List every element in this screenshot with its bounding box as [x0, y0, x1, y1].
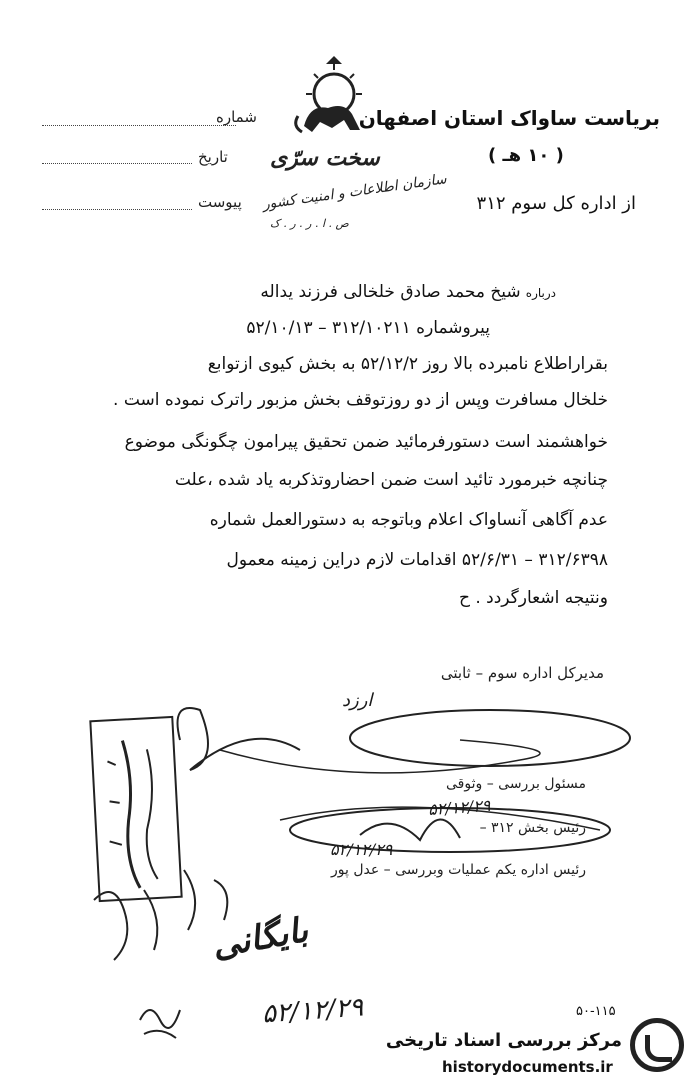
body-line-4: چنانچه خبرمورد تائید است ضمن احضاروتذکربه یاد شده ،علت [174, 470, 608, 490]
body-line-7: ونتیجه اشعارگردد . ح [458, 588, 608, 608]
archive-logo-icon [630, 1018, 684, 1072]
organization-sub: ص . ا . ر . ر . ک [270, 217, 349, 230]
sender-office: از اداره کل سوم ۳۱۲ [476, 193, 636, 214]
page-code: ۵۰-۱۱۵ [576, 1004, 616, 1019]
ops-head-signature-line: رئیس اداره یکم عملیات وبررسی – عدل پور [331, 862, 586, 878]
initials-scribble [130, 990, 190, 1050]
signature-scribbles [160, 680, 640, 870]
reviewer-date: ۵۲/۱۲/۲۹ [427, 795, 491, 820]
number-label: شماره [216, 108, 257, 126]
subject-prefix: درباره [525, 286, 556, 300]
reviewer-signature-line: مسئول بررسی – وثوقی [446, 776, 586, 792]
director-note: ارزد [342, 690, 373, 711]
number-field-line [42, 124, 236, 126]
director-signature-line: مدیرکل اداره سوم – ثابتی [440, 664, 604, 682]
archive-handwritten-date: ۵۲/۱۲/۲۹ [261, 992, 365, 1030]
body-line-5: عدم آگاهی آنساواک اعلام وباتوجه به دستورالعمل شماره [209, 510, 608, 530]
attachment-field-line [42, 208, 192, 210]
attachment-label: پیوست [198, 193, 242, 211]
addressee: بریاست ساواک استان اصفهان [358, 106, 660, 130]
body-line-6: ۳۱۲/۶۳۹۸ – ۵۲/۶/۳۱ اقدامات لازم دراین زمینه معمول [226, 550, 608, 570]
followup-reference: پیروشماره ۳۱۲/۱۰۲۱۱ – ۵۲/۱۰/۱۳ [246, 318, 490, 338]
organization-name: سازمان اطلاعات و امنیت کشور [261, 171, 448, 213]
section-head-signature-line: رئیس بخش ۳۱۲ – [479, 820, 586, 836]
date-field-line [42, 162, 192, 164]
body-line-1: بقراراطلاع نامبرده بالا روز ۵۲/۱۲/۲ به بخش کیوی ازتوابع [207, 354, 608, 374]
footer-brand: مرکز بررسی اسناد تاریخی [385, 1030, 622, 1051]
footer-url: historydocuments.ir [442, 1058, 613, 1076]
subject-line [260, 282, 556, 302]
body-line-3: خواهشمند است دستورفرمائید ضمن تحقیق پیرامون چگونگی موضوع [124, 432, 608, 452]
body-line-2: خلخال مسافرت وپس از دو روزتوقف بخش مزبور راترک نموده است . [113, 390, 608, 410]
reference-code: ( ۱۰ هـ ) [488, 145, 564, 166]
subject-text: شیخ محمد صادق خلخالی فرزند یداله [260, 282, 521, 302]
section-head-date: ۵۲/۱۲/۲۹ [330, 840, 393, 859]
archive-handwritten-note: بایگانی [209, 909, 311, 967]
classification-stamp: سخت سرّی [270, 145, 380, 171]
date-label: تاریخ [198, 148, 228, 166]
archive-logo-mark [645, 1035, 672, 1062]
